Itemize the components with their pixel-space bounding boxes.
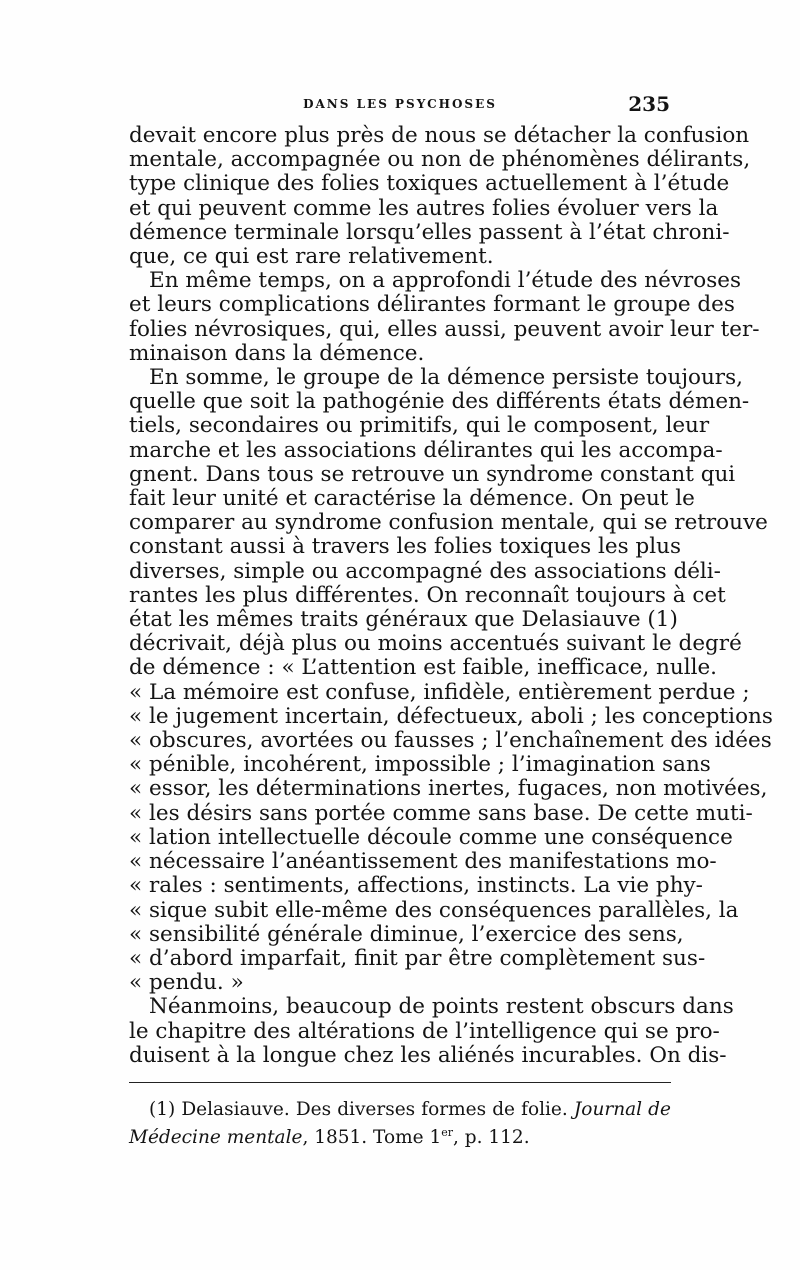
text-line: décrivait, déjà plus ou moins accentués suivant le degré [129,631,742,657]
footnote-rule [129,1082,671,1083]
text-line: En somme, le groupe de la démence persiste toujours, [149,365,743,391]
text-line: état les mêmes traits généraux que Delasiauve (1) [129,607,678,633]
text-line: le chapitre des altérations de l’intelligence qui se pro- [129,1018,720,1044]
text-line: rantes les plus différentes. On reconnaît toujours à cet [129,582,726,608]
text-line: que, ce qui est rare relativement. [129,244,494,270]
footnote-marker: (1) [149,1099,176,1120]
text-line: comparer au syndrome confusion mentale, qui se retrouve [129,510,768,536]
text-line: type clinique des folies toxiques actuellement à l’étude [129,171,730,197]
text-line: mentale, accompagnée ou non de phénomènes délirants, [129,147,751,173]
text-line: « pénible, incohérent, impossible ; l’imagination sans [129,752,711,778]
text-line: folies névrosiques, qui, elles aussi, peuvent avoir leur ter- [129,316,760,342]
text-line: « essor, les déterminations inertes, fugaces, non motivées, [129,776,768,802]
text-line: constant aussi à travers les folies toxiques les plus [129,534,681,560]
footnote-journal-part2: Médecine mentale [129,1127,303,1149]
footnote-pages: , p. 112. [453,1127,530,1149]
text-line: « pendu. » [129,970,244,996]
text-line: « lation intellectuelle découle comme une conséquence [129,824,733,850]
page-number: 235 [628,92,670,116]
footnote-line-1 [129,1098,671,1121]
text-line: « sensibilité générale diminue, l’exercice des sens, [129,921,684,947]
text-line: « d’abord imparfait, finit par être complètement sus- [129,945,706,971]
text-line: minaison dans la démence. [129,340,425,366]
text-line: marche et les associations délirantes qui les accompa- [129,437,723,463]
body-text [129,123,773,1068]
running-title: DANS LES PSYCHOSES [303,97,497,111]
footnote-journal-part1: Journal de [573,1099,671,1120]
text-line: Néanmoins, beaucoup de points restent obscurs dans [149,994,734,1020]
text-line: et leurs complications délirantes formant le groupe des [129,292,735,318]
text-line: « rales : sentiments, affections, instincts. La vie phy- [129,873,703,899]
text-line: de démence : « L’attention est faible, inefficace, nulle. [129,655,718,681]
text-line: démence terminale lorsqu’elles passent à l’état chroni- [129,219,730,245]
running-head [130,92,670,118]
text-line: duisent à la longue chez les aliénés incurables. On dis- [129,1042,727,1068]
text-line: « obscures, avortées ou fausses ; l’enchaînement des idées [129,728,772,754]
footnote-author: Delasiauve. Des diverses formes de folie. [181,1099,568,1120]
text-line: fait leur unité et caractérise la démence. On peut le [129,486,695,512]
text-line: devait encore plus près de nous se détacher la confusion [129,123,750,148]
footnote-superscript: er [441,1126,454,1139]
text-line: « sique subit elle-même des conséquences parallèles, la [129,897,739,923]
text-line: quelle que soit la pathogénie des différents états démen- [129,389,750,415]
text-line: gnent. Dans tous se retrouve un syndrome constant qui [129,461,736,487]
text-line: et qui peuvent comme les autres folies évoluer vers la [129,195,719,221]
text-line: « La mémoire est confuse, infidèle, entièrement perdue ; [129,679,750,705]
text-line: tiels, secondaires ou primitifs, qui le composent, leur [129,413,710,439]
text-line: « nécessaire l’anéantissement des manifestations mo- [129,849,717,875]
text-line: diverses, simple ou accompagné des associations déli- [129,558,721,584]
footnote-line-2 [129,1121,671,1149]
text-line: En même temps, on a approfondi l’étude des névroses [149,268,742,294]
text-line: « le jugement incertain, défectueux, aboli ; les conceptions [129,703,773,729]
footnote-details: , 1851. Tome 1 [302,1127,442,1149]
text-line: « les désirs sans portée comme sans base. De cette muti- [129,800,753,826]
footnote [129,1098,671,1149]
